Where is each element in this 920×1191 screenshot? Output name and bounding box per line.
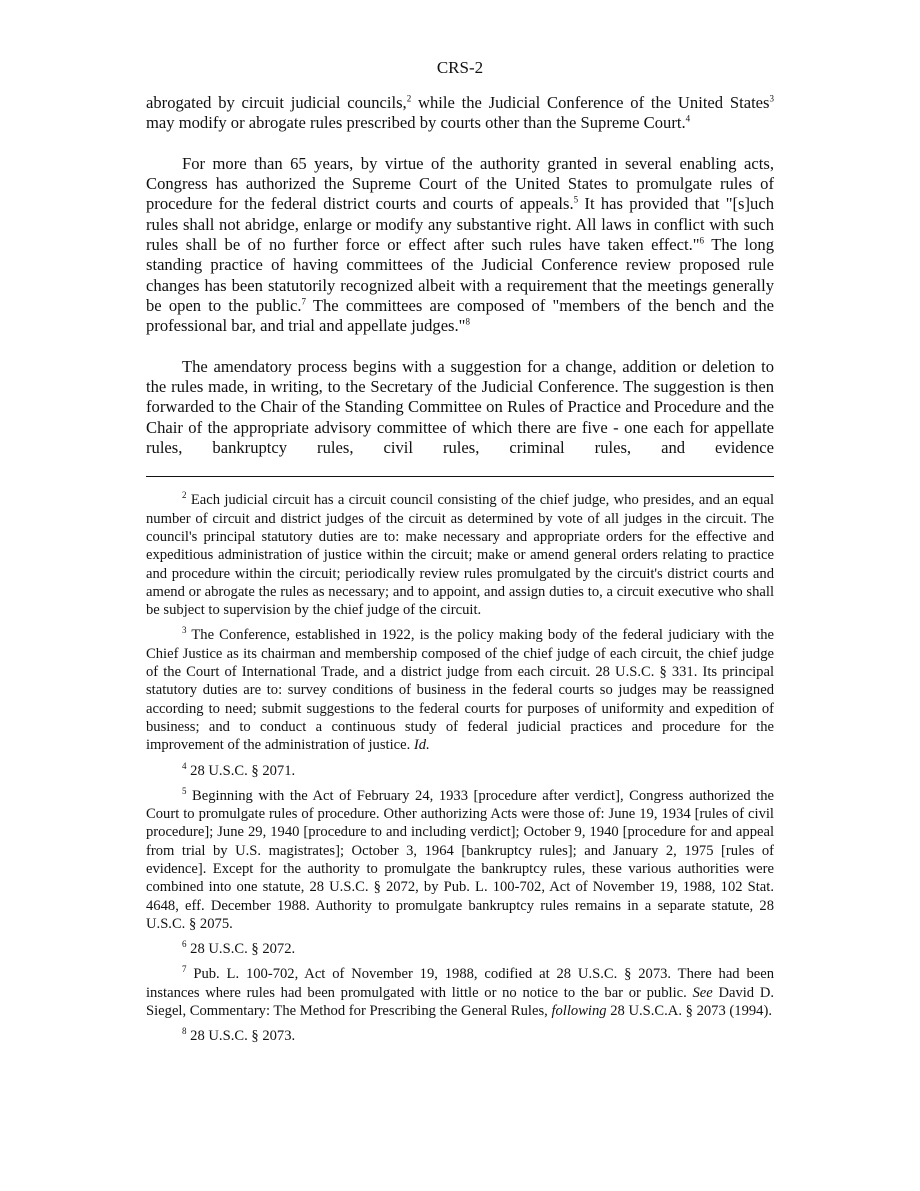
text-run: The amendatory process begins with a suggestion for a change, addition or deletion to the rules made, in writing, to the Secretary of the Judicial Conference. The suggestion is then forwarded to the Chair of the Standing Committee on Rules of Practice and Procedure and the Chair of the appropriate advisory committee of which there are five - one each for appellate rules, bankruptcy rules, civil rules, criminal rules, and evidence <box>146 356 774 458</box>
footnotes <box>146 491 774 1045</box>
footnote <box>146 787 774 933</box>
body-paragraph <box>146 357 774 458</box>
text-run: The long standing practice of having committees of the Judicial Conference review proposed rule changes has been statutorily recognized albeit with a requirement that the meetings generally be open to the public. <box>146 235 774 315</box>
text-run: The Conference, established in 1922, is the policy making body of the federal judiciary with the Chief Justice as its chairman and membership composed of the chief judge of each circuit, the chief judge of the Court of International Trade, and a district judge from each circuit. 28 U.S.C. § 331. Its principal statutory duties are to: survey conditions of business in the federal courts so judges may be reassigned according to need; submit suggestions to the federal courts for purposes of uniformity and expedition of business; and to conduct a continuous study of federal judicial practices and procedure for the improvement of the administration of justice. <box>146 627 774 754</box>
italic-text: Id. <box>413 737 430 754</box>
document-page <box>146 0 774 1053</box>
text-run: Pub. L. 100-702, Act of November 19, 1988, codified at 28 U.S.C. § 2073. There had been instances where rules had been promulgated with little or no notice to the bar or public. <box>146 966 774 1001</box>
text-run: may modify or abrogate rules prescribed by courts other than the Supreme Court. <box>146 113 686 133</box>
footnote-number: 6 <box>182 939 187 950</box>
footnote-number: 4 <box>182 760 187 771</box>
text-run: abrogated by circuit judicial councils, <box>146 93 407 112</box>
footnote-reference: 3 <box>769 93 774 104</box>
text-run: It has provided that "[s]uch rules shall not abridge, enlarge or modify any substantive right. All laws in conflict with such rules shall be of no further force or effect after such rules have taken effect." <box>146 194 775 255</box>
page-number-header: CRS-2 <box>436 58 484 77</box>
footnote-number: 2 <box>182 490 187 501</box>
footnote-reference: 7 <box>301 296 306 307</box>
footnote <box>146 1027 774 1045</box>
text-run: For more than 65 years, by virtue of the authority granted in several enabling acts, Congress has authorized the Supreme Court of the United States to promulgate rules of procedure for the federal district courts and courts of appeals. <box>146 153 774 214</box>
text-run: 28 U.S.C. § 2072. <box>186 941 296 958</box>
text-run: Beginning with the Act of February 24, 1933 [procedure after verdict], Congress authorized the Court to promulgate rules of procedure. Other authorizing Acts were those of: June 19, 1934 [rules of civil procedure]; June 29, 1940 [procedure to and including verdict]; October 9, 1940 [procedure for and appeal from trial by U.S. magistrates]; October 3, 1964 [bankruptcy rules]; and January 2, 1975 [rules of evidence]. Except for the authority to promulgate the bankruptcy rules, these various authorities were combined into one statute, 28 U.S.C. § 2072, by Pub. L. 100-702, Act of November 19, 1988, 102 Stat. 4648, eff. December 1988. Authority to promulgate bankruptcy rules remains in a separate statute, 28 U.S.C. § 2075. <box>146 787 774 932</box>
footnote <box>146 965 774 1020</box>
italic-text: following <box>551 1003 607 1020</box>
text-run: while the Judicial Conference of the United States <box>411 93 770 112</box>
body-text <box>146 93 774 458</box>
footnote-number: 5 <box>182 785 187 796</box>
text-run: The committees are composed of "members of the bench and the professional bar, and trial and appellate judges." <box>146 295 774 336</box>
footnote-reference: 2 <box>406 93 412 104</box>
text-run: 28 U.S.C. § 2073. <box>186 1028 296 1045</box>
footnote-number: 3 <box>182 625 187 636</box>
footnote-reference: 4 <box>685 113 691 124</box>
text-run: 28 U.S.C.A. § 2073 (1994). <box>606 1003 772 1020</box>
text-run: 28 U.S.C. § 2071. <box>186 762 296 779</box>
text-run: David D. Siegel, Commentary: The Method for Prescribing the General Rules, <box>146 984 775 1020</box>
footnote <box>146 940 774 958</box>
footnote-separator <box>146 476 774 477</box>
italic-text: See <box>692 984 713 1001</box>
footnote-number: 8 <box>182 1026 187 1037</box>
footnote-number: 7 <box>182 964 187 975</box>
footnote-reference: 5 <box>573 194 579 205</box>
footnote-reference: 8 <box>465 316 470 327</box>
footnote-reference: 6 <box>699 235 705 246</box>
footnote <box>146 762 774 780</box>
footnote <box>146 626 774 754</box>
body-paragraph <box>146 154 774 337</box>
body-paragraph <box>146 93 774 134</box>
text-run: Each judicial circuit has a circuit council consisting of the chief judge, who presides, and an equal number of circuit and district judges of the circuit as determined by vote of all judges in the circuit. The council's principal statutory duties are to: make necessary and appropriate orders for the effective and expeditious administration of justice within the circuit; make or amend general orders relating to practice and procedure within the circuit; periodically review rules promulgated by the circuit's district courts and amend or abrogate the rules as necessary; and to appoint, and assign duties to, a circuit executive who shall be subject to supervision by the chief judge of the circuit. <box>146 492 774 619</box>
footnote <box>146 491 774 619</box>
